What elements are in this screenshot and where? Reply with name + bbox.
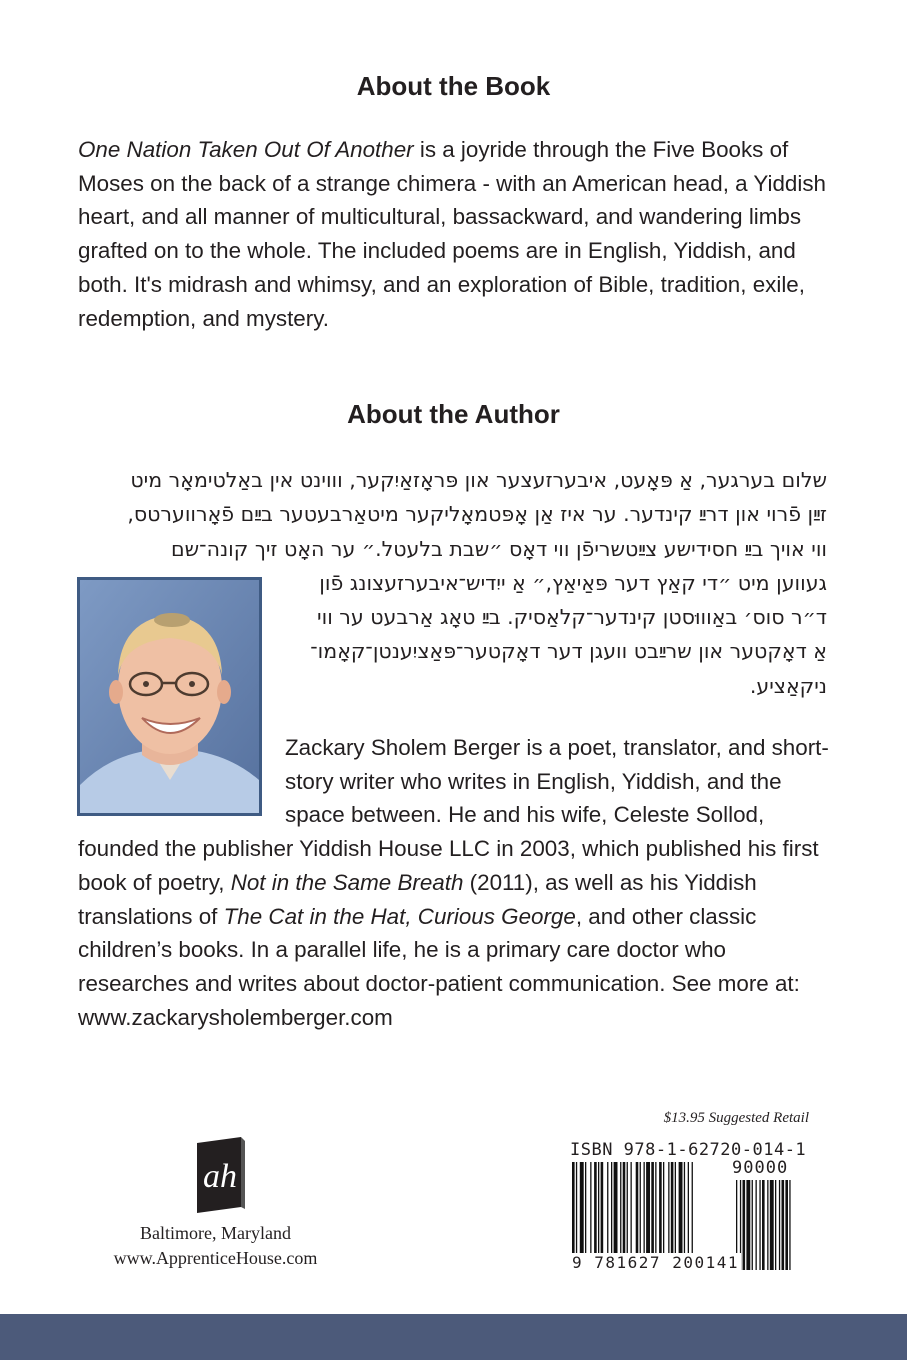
english-bio-text: (2011), as well as his Yiddish translations of xyxy=(78,869,757,929)
barcode-addon-bar xyxy=(785,1180,788,1270)
barcode-addon-bar xyxy=(779,1180,780,1270)
barcode-bar xyxy=(590,1162,591,1260)
suggested-retail-price: $13.95 Suggested Retail xyxy=(663,1110,809,1126)
publisher-url: www.ApprenticeHouse.com xyxy=(113,1248,318,1268)
isbn-barcode xyxy=(570,1140,810,1275)
publisher-logo xyxy=(108,1135,328,1268)
about-author-heading: About the Author xyxy=(347,399,560,429)
yiddish-bio-line: ד״ר סוס׳ באַוווּסטן קינדער־קלאַסיק. בײַ טאָג אַרבעט ער ווי xyxy=(317,605,827,630)
book-icon xyxy=(111,1135,326,1215)
book-title: One Nation Taken Out Of Another xyxy=(78,137,414,162)
barcode-bar xyxy=(675,1162,676,1260)
barcode-bar xyxy=(684,1162,685,1260)
barcode-bar xyxy=(688,1162,689,1260)
isbn-text: ISBN 978-1-62720-014-1 xyxy=(570,1140,807,1160)
barcode-bar xyxy=(580,1162,584,1260)
yiddish-bio-line: געווען מיט ״די קאַץ דער פּאַיאַץ,״ אַ ייִדיש־איבערזעצונג פֿון xyxy=(319,570,827,595)
barcode-bar xyxy=(636,1162,639,1260)
barcode-bar xyxy=(620,1162,621,1260)
barcode-bar xyxy=(644,1162,645,1260)
about-book-heading: About the Book xyxy=(356,71,551,101)
barcode-addon-bar xyxy=(767,1180,768,1270)
barcode-bar xyxy=(631,1162,632,1260)
book-description-text: is a joyride through the Five Books of Moses on the back of a strange chimera - with an American head, a Yiddish heart, and all manner of multicultural, bassackward, and wandering limbs grafted on to the whole. The included poems are in English, Yiddish, and both. It's midrash and whimsy, and an exploration of Bible, tradition, exile, redemption, and mystery. xyxy=(78,137,827,331)
yiddish-bio-line: ניקאַציע. xyxy=(749,673,827,698)
barcode-bar xyxy=(627,1162,628,1260)
barcode-bar xyxy=(594,1162,597,1260)
barcode-bar xyxy=(646,1162,650,1260)
barcode-bar xyxy=(651,1162,654,1260)
book-title: Not in the Same Breath xyxy=(230,869,464,895)
yiddish-bio-line: זײַן פֿרוי און דרײַ קינדער. ער איז אַן אָפּטמאָליקער מיטאַרבעטער בײַם פֿאָרווערטס, xyxy=(127,502,827,527)
english-bio xyxy=(78,731,838,1034)
yiddish-bio-line: אַ דאָקטער און שרײַבט וועגן דער דאָקטער־פּאַציִענטן־קאָמו־ xyxy=(310,639,827,664)
barcode-bar xyxy=(671,1162,674,1260)
addon-number: 90000 xyxy=(732,1158,789,1178)
ean-number: 9 781627 200141 xyxy=(572,1253,739,1272)
footer-band xyxy=(0,1314,907,1360)
barcode-bar xyxy=(679,1162,683,1260)
barcode-addon-bar xyxy=(789,1180,790,1270)
book-title: The Cat in the Hat, Curious George xyxy=(223,903,576,929)
barcode-bar xyxy=(607,1162,608,1260)
barcode-addon-bar xyxy=(762,1180,765,1270)
barcode-bar xyxy=(640,1162,641,1260)
english-bio-text: , and other classic children’s books. In a parallel life, he is a primary care doctor who researches and writes about doctor-patient communication. See more at: www.zackarysholemberger.com xyxy=(78,903,800,1030)
barcode-addon-bar xyxy=(770,1180,774,1270)
barcode-bar xyxy=(623,1162,626,1260)
book-description xyxy=(78,133,838,335)
barcode-addon-bar xyxy=(746,1180,750,1270)
barcode-bar xyxy=(663,1162,664,1260)
yiddish-bio-line: ווי אויך בײַ חסידישע צײַטשריפֿן ווי דאָס ״שבת בלעטל.״ ער האָט זיך קונה־שם xyxy=(171,536,827,561)
barcode-addon-bar xyxy=(759,1180,760,1270)
english-bio-text: Zackary Sholem Berger is a poet, translator, and short-story writer who writes in English, Yiddish, and the space between. He and his wife, Celeste Sollod, founded the publisher Yiddish House LLC in 2003, which published his first book of poetry, xyxy=(78,735,829,895)
logo-letters: ah xyxy=(202,1158,237,1195)
barcode-addon-bar xyxy=(752,1180,753,1270)
barcode-bar xyxy=(611,1162,612,1260)
barcode-addon-bar xyxy=(782,1180,785,1270)
barcode-addon-bar xyxy=(775,1180,776,1270)
barcode-bar xyxy=(585,1162,586,1260)
barcode-bar xyxy=(614,1162,618,1260)
barcode-bar xyxy=(668,1162,669,1260)
publisher-city: Baltimore, Maryland xyxy=(140,1223,291,1243)
barcode-bar xyxy=(659,1162,662,1260)
barcode-addon-bar xyxy=(743,1180,746,1270)
yiddish-bio-line: שלום בערגער, אַ פּאָעט, איבערזעצער און פּראָזאַיִקער, וווינט אין באַלטימאָר מיט xyxy=(130,468,827,492)
barcode-bar xyxy=(598,1162,599,1260)
barcode-addon-bar xyxy=(756,1180,757,1270)
barcode-bar xyxy=(655,1162,656,1260)
barcode-bar xyxy=(601,1162,604,1260)
